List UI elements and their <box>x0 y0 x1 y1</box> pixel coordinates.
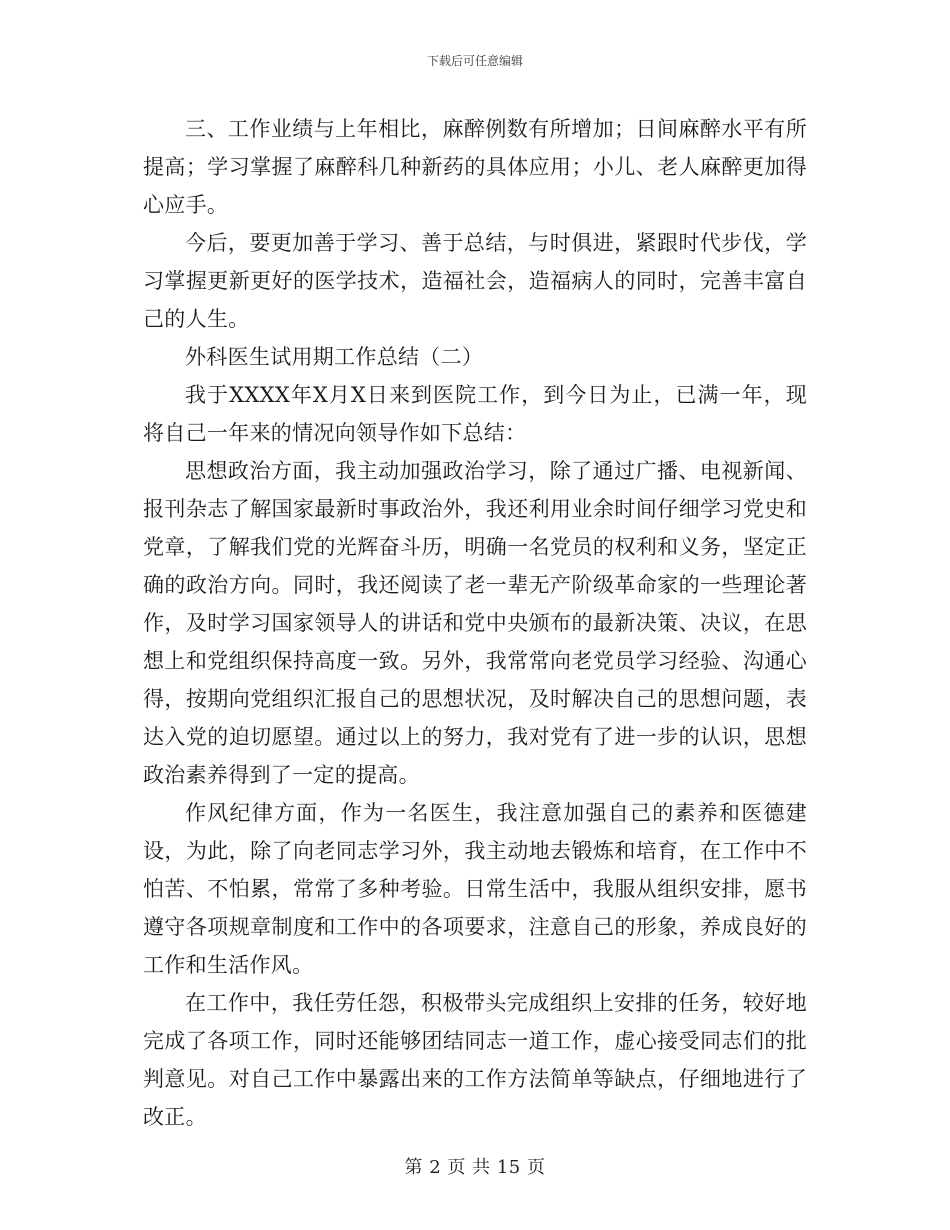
paragraph-future: 今后，要更加善于学习、善于总结，与时俱进，紧跟时代步伐，学习掌握更新更好的医学技术，造福社会，造福病人的同时，完善丰富自己的人生。 <box>143 231 807 331</box>
paragraph-work: 在工作中，我任劳任怨，积极带头完成组织上安排的任务，较好地完成了各项工作，同时还能够团结同志一道工作，虚心接受同志们的批判意见。对自己工作中暴露出来的工作方法简单等缺点，仔细地进行了改正。 <box>143 991 807 1129</box>
paragraph-political: 思想政治方面，我主动加强政治学习，除了通过广播、电视新闻、报刊杂志了解国家最新时事政治外，我还利用业余时间仔细学习党史和党章，了解我们党的光辉奋斗历，明确一名党员的权利和义务，坚定正确的政治方向。同时，我还阅读了老一辈无产阶级革命家的一些理论著作，及时学习国家领导人的讲话和党中央颁布的最新决策、决议，在思想上和党组织保持高度一致。另外，我常常向老党员学习经验、沟通心得，按期向党组织汇报自己的思想状况，及时解决自己的思想问题，表达入党的迫切愿望。通过以上的努力，我对党有了进一步的认识，思想政治素养得到了一定的提高。 <box>143 459 807 787</box>
paragraph-performance: 三、工作业绩与上年相比，麻醉例数有所增加；日间麻醉水平有所提高；学习掌握了麻醉科几种新药的具体应用；小儿、老人麻醉更加得心应手。 <box>143 117 807 217</box>
paragraph-discipline: 作风纪律方面，作为一名医生，我注意加强自己的素养和医德建设，为此，除了向老同志学习外，我主动地去锻炼和培育，在工作中不怕苦、不怕累，常常了多种考验。日常生活中，我服从组织安排，愿书遵守各项规章制度和工作中的各项要求，注意自己的形象，养成良好的工作和生活作风。 <box>143 801 807 977</box>
page-number: 第 2 页 共 15 页 <box>404 1157 546 1178</box>
paragraph-intro: 我于XXXX年X月X日来到医院工作，到今日为止，已满一年，现将自己一年来的情况向领导作如下总结： <box>143 383 807 445</box>
page-header: 下载后可任意编辑 <box>426 54 523 68</box>
document-body <box>143 110 807 1136</box>
section-title: 外科医生试用期工作总结（二） <box>185 345 484 369</box>
